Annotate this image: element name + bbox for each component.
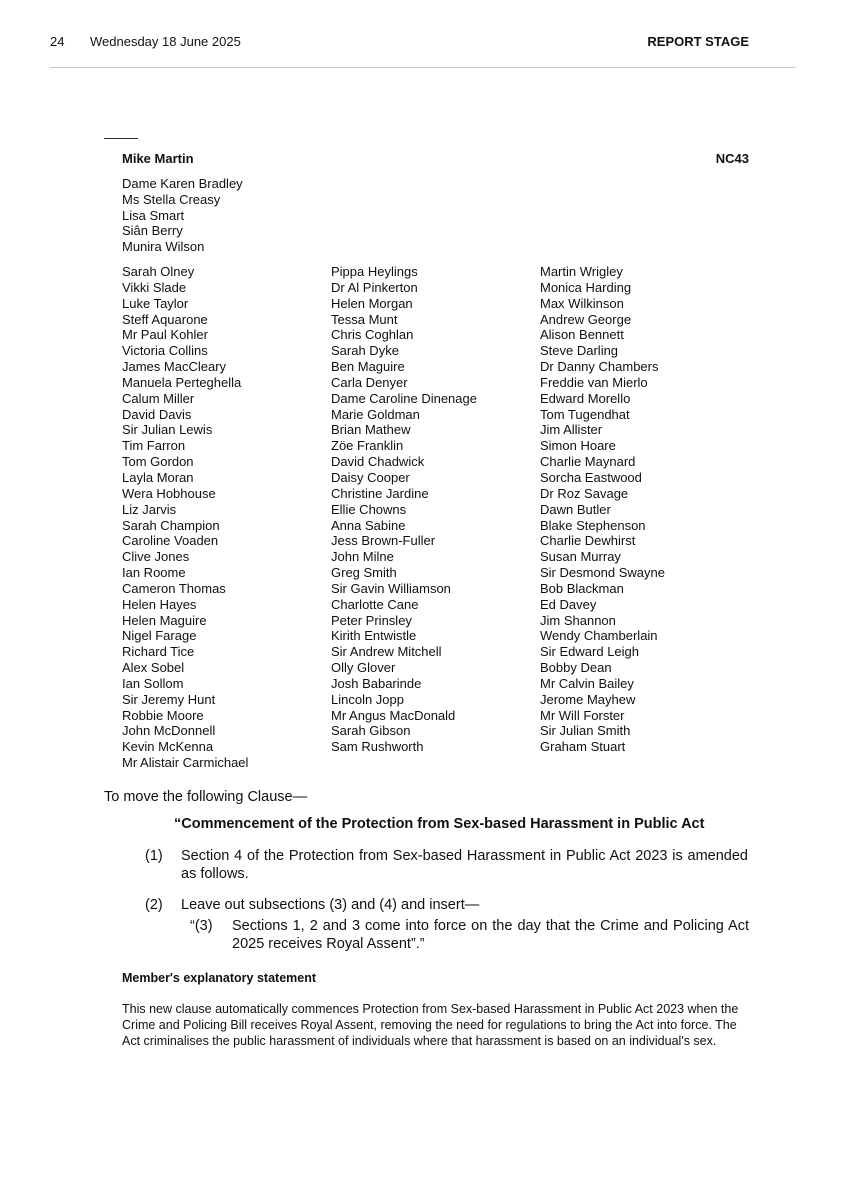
supporter-name: Helen Morgan — [331, 295, 413, 311]
supporter-name: Peter Prinsley — [331, 612, 412, 628]
page-number: 24 — [50, 34, 65, 49]
supporter-name: Tessa Munt — [331, 311, 398, 327]
subsection-text: Leave out subsections (3) and (4) and insert— — [181, 897, 480, 913]
supporter-name: Daisy Cooper — [331, 469, 410, 485]
supporter-name: Sir Edward Leigh — [540, 644, 639, 660]
clause-title: “Commencement of the Protection from Sex-based Harassment in Public Act — [174, 816, 705, 832]
supporter-name: Sorcha Eastwood — [540, 469, 642, 485]
explanatory-heading: Member's explanatory statement — [122, 971, 317, 985]
supporter-name: Martin Wrigley — [540, 264, 623, 279]
inserted-number: “(3) — [190, 918, 213, 934]
supporter-name: Ian Sollom — [122, 675, 184, 691]
top-supporters-list — [122, 176, 243, 255]
supporter-name: Dr Roz Savage — [540, 485, 629, 501]
supporter-name: Charlotte Cane — [331, 596, 419, 612]
sitting-date: Wednesday 18 June 2025 — [90, 34, 241, 49]
supporter-name: Richard Tice — [122, 644, 195, 660]
supporter-name: Sarah Dyke — [331, 343, 399, 359]
supporter-name: Sir Jeremy Hunt — [122, 691, 216, 707]
supporter-name: Sarah Olney — [122, 264, 195, 279]
supporter-name: Pippa Heylings — [331, 264, 418, 279]
supporter-name: Marie Goldman — [331, 406, 420, 422]
supporter-name: Wendy Chamberlain — [540, 628, 658, 644]
supporter-name: Sir Desmond Swayne — [540, 565, 665, 581]
supporter-name: Lisa Smart — [122, 207, 185, 223]
supporter-name: Alison Bennett — [540, 327, 624, 343]
supporter-name: Tom Gordon — [122, 454, 194, 470]
supporter-name: Sarah Gibson — [331, 723, 411, 739]
supporters-column-2 — [331, 264, 477, 755]
motion-intro: To move the following Clause— — [104, 789, 308, 805]
stage-label: REPORT STAGE — [647, 34, 749, 49]
supporter-name: Ed Davey — [540, 596, 597, 612]
supporter-name: Anna Sabine — [331, 517, 406, 533]
supporter-name: John Milne — [331, 549, 394, 565]
supporter-name: Steve Darling — [540, 343, 619, 359]
supporter-name: James MacCleary — [122, 359, 227, 375]
supporter-name: Simon Hoare — [540, 438, 616, 454]
supporter-name: Josh Babarinde — [331, 675, 422, 691]
supporter-name: Liz Jarvis — [122, 501, 177, 517]
supporter-name: Victoria Collins — [122, 343, 208, 359]
supporter-name: Layla Moran — [122, 469, 194, 485]
subsection-1 — [145, 847, 749, 887]
supporter-name: Wera Hobhouse — [122, 485, 216, 501]
supporter-name: Jim Allister — [540, 422, 603, 438]
supporter-name: Dame Karen Bradley — [122, 176, 243, 191]
supporter-name: Sir Andrew Mitchell — [331, 644, 442, 660]
supporter-name: Sir Gavin Williamson — [331, 580, 451, 596]
supporter-name: Andrew George — [540, 311, 632, 327]
supporter-name: Graham Stuart — [540, 739, 626, 755]
supporters-column-1 — [122, 264, 248, 771]
supporter-name: Dame Caroline Dinenage — [331, 390, 477, 406]
supporter-name: Mr Alistair Carmichael — [122, 755, 249, 771]
supporter-name: Lincoln Jopp — [331, 691, 404, 707]
supporter-name: Sam Rushworth — [331, 739, 424, 755]
supporter-name: Mr Angus MacDonald — [331, 707, 456, 723]
supporter-name: Clive Jones — [122, 549, 190, 565]
supporters-column-3 — [540, 264, 665, 755]
supporter-name: Zöe Franklin — [331, 438, 404, 454]
supporter-name: Chris Coghlan — [331, 327, 414, 343]
supporter-name: David Davis — [122, 406, 192, 422]
supporter-name: Kirith Entwistle — [331, 628, 417, 644]
supporter-name: Luke Taylor — [122, 295, 189, 311]
subsection-text: Section 4 of the Protection from Sex-based Harassment in Public Act 2023 is amended as follows. — [181, 848, 748, 882]
supporter-name: Carla Denyer — [331, 374, 408, 390]
supporter-name: Max Wilkinson — [540, 295, 624, 311]
supporter-name: Vikki Slade — [122, 279, 187, 295]
supporter-name: Mr Paul Kohler — [122, 327, 208, 343]
subsection-number: (2) — [145, 897, 163, 913]
page-header — [50, 34, 749, 52]
clause-separator — [104, 138, 138, 139]
supporter-name: Helen Hayes — [122, 596, 197, 612]
supporter-name: Nigel Farage — [122, 628, 197, 644]
supporter-name: Olly Glover — [331, 660, 396, 676]
supporter-name: Tim Farron — [122, 438, 186, 454]
supporter-name: Robbie Moore — [122, 707, 204, 723]
clause-reference: NC43 — [715, 151, 749, 166]
supporter-name: Helen Maguire — [122, 612, 207, 628]
supporter-name: Calum Miller — [122, 390, 195, 406]
supporter-name: Mr Will Forster — [540, 707, 625, 723]
supporter-name: Mr Calvin Bailey — [540, 675, 634, 691]
supporter-name: Kevin McKenna — [122, 739, 214, 755]
supporter-name: Christine Jardine — [331, 485, 429, 501]
supporter-name: Bobby Dean — [540, 660, 612, 676]
supporter-name: Freddie van Mierlo — [540, 374, 648, 390]
supporter-name: Jim Shannon — [540, 612, 616, 628]
supporter-name: Steff Aquarone — [122, 311, 208, 327]
supporter-name: Tom Tugendhat — [540, 406, 630, 422]
supporter-name: Greg Smith — [331, 565, 397, 581]
supporter-name: Siân Berry — [122, 223, 183, 239]
supporter-name: Edward Morello — [540, 390, 631, 406]
supporter-name: Blake Stephenson — [540, 517, 646, 533]
supporter-name: Susan Murray — [540, 549, 621, 565]
header-divider — [50, 67, 796, 68]
supporter-name: Ellie Chowns — [331, 501, 407, 517]
supporter-name: Alex Sobel — [122, 660, 185, 676]
subsection-number: (1) — [145, 848, 163, 864]
supporter-name: Sarah Champion — [122, 517, 220, 533]
supporter-name: Jess Brown-Fuller — [331, 533, 436, 549]
subsection-2 — [145, 896, 749, 916]
supporter-name: Monica Harding — [540, 279, 632, 295]
supporter-name: Bob Blackman — [540, 580, 624, 596]
inserted-text: Sections 1, 2 and 3 come into force on the day that the Crime and Policing Act 2025 receives Royal Assent”.” — [232, 918, 749, 952]
supporter-name: Dr Danny Chambers — [540, 359, 659, 375]
supporter-name: Charlie Maynard — [540, 454, 636, 470]
supporter-name: Ms Stella Creasy — [122, 191, 221, 207]
supporter-name: Munira Wilson — [122, 239, 205, 255]
lead-member: Mike Martin — [122, 151, 194, 166]
supporter-name: Dr Al Pinkerton — [331, 279, 418, 295]
supporter-name: Jerome Mayhew — [540, 691, 636, 707]
supporter-name: Ben Maguire — [331, 359, 405, 375]
supporter-name: Caroline Voaden — [122, 533, 219, 549]
supporter-name: Ian Roome — [122, 565, 186, 581]
explanatory-statement: This new clause automatically commences Protection from Sex-based Harassment in Public Act 2023 when the Crime and Policing Bill receives Royal Assent, removing the need for regulations to bring the Act into force. The Act criminalises the public harassment of individuals where that harassment is based on an individual's sex. — [122, 1002, 739, 1048]
supporter-name: Cameron Thomas — [122, 580, 226, 596]
supporter-name: Dawn Butler — [540, 501, 611, 517]
supporter-name: David Chadwick — [331, 454, 425, 470]
supporter-name: Sir Julian Lewis — [122, 422, 213, 438]
supporter-name: Sir Julian Smith — [540, 723, 631, 739]
supporter-name: Manuela Perteghella — [122, 374, 242, 390]
supporter-name: Brian Mathew — [331, 422, 411, 438]
supporter-name: Charlie Dewhirst — [540, 533, 636, 549]
supporter-name: John McDonnell — [122, 723, 216, 739]
